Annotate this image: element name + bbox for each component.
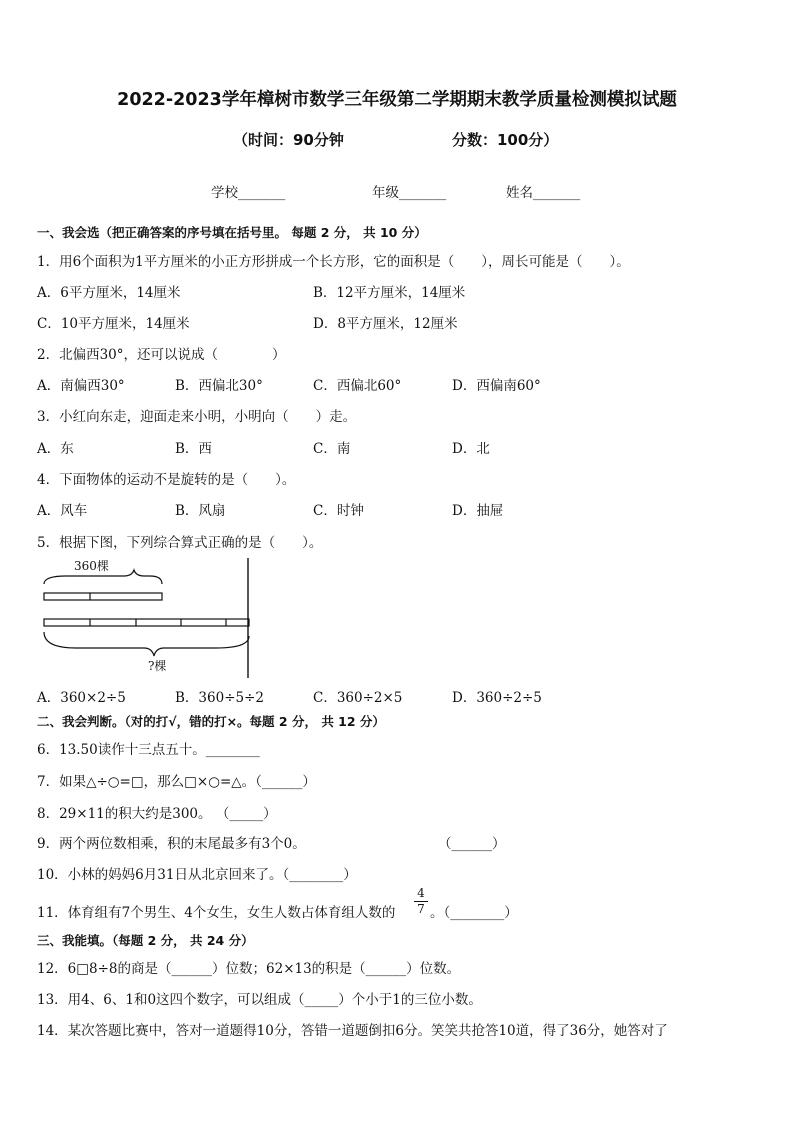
grade-field: 年级_______ xyxy=(372,185,447,201)
option-1c: C．10平方厘米，14厘米 xyxy=(37,316,190,332)
question-8: 8．29×11的积大约是300。 （_____） xyxy=(37,806,277,822)
name-field: 姓名_______ xyxy=(506,185,581,201)
question-13: 13．用4、6、1和0这四个数字，可以组成（_____）个小于1的三位小数。 xyxy=(37,992,482,1008)
option-1d: D．8平方厘米，12厘米 xyxy=(313,316,458,332)
question-9: 9．两个两位数相乘，积的末尾最多有3个0。 xyxy=(37,836,306,852)
question-11: 11．体育组有7个男生、4个女生，女生人数占体育组人数的 xyxy=(37,905,396,921)
section-heading: 二、我会判断。（对的打√，错的打×。每题 2 分， 共 12 分） xyxy=(37,714,385,729)
section-heading: 一、我会选（把正确答案的序号填在括号里。 每题 2 分， 共 10 分） xyxy=(37,225,427,240)
exam-score: 分数：100分） xyxy=(452,131,559,149)
option-2a: A．南偏西30° xyxy=(37,378,125,394)
option-3c: C．南 xyxy=(313,441,351,457)
option-2b: B．西偏北30° xyxy=(175,378,263,394)
option-4b: B．风扇 xyxy=(175,503,226,519)
fraction-denominator: 7 xyxy=(417,902,425,916)
option-5b: B．360÷5÷2 xyxy=(175,690,264,706)
question-2: 2．北偏西30°，还可以说成（ ） xyxy=(37,347,286,363)
fraction xyxy=(414,887,428,916)
school-field: 学校_______ xyxy=(211,185,286,201)
option-4c: C．时钟 xyxy=(313,503,364,519)
exam-time: （时间：90分钟 xyxy=(233,131,344,149)
option-5d: D．360÷2÷5 xyxy=(452,690,542,706)
option-5a: A．360×2÷5 xyxy=(37,690,126,706)
exam-title: 2022-2023学年樟树市数学三年级第二学期期末教学质量检测模拟试题 xyxy=(117,90,677,110)
question-12: 12．6□8÷8的商是（______）位数；62×13的积是（______）位数。 xyxy=(37,961,461,977)
question-4: 4．下面物体的运动不是旋转的是（ ）。 xyxy=(37,472,296,488)
option-2c: C．西偏北60° xyxy=(313,378,402,394)
question-7: 7．如果△÷○=□，那么□×○=△。（______） xyxy=(37,774,316,790)
question-1: 1．用6个面积为1平方厘米的小正方形拼成一个长方形，它的面积是（ ），周长可能是（ ）。 xyxy=(37,254,630,270)
option-4d: D．抽屉 xyxy=(452,503,504,519)
option-2d: D．西偏南60° xyxy=(452,378,541,394)
option-5c: C．360÷2×5 xyxy=(313,690,403,706)
option-3d: D．北 xyxy=(452,441,490,457)
bottom-brace xyxy=(44,632,249,656)
option-3b: B．西 xyxy=(175,441,212,457)
option-3a: A．东 xyxy=(37,441,74,457)
section-heading: 三、我能填。（每题 2 分， 共 24 分） xyxy=(37,933,254,948)
short-bar xyxy=(44,593,162,600)
option-4a: A．风车 xyxy=(37,503,88,519)
segment-diagram xyxy=(36,556,256,680)
answer-blank: （______） xyxy=(438,836,506,852)
option-1a: A．6平方厘米，14厘米 xyxy=(37,285,181,301)
diagram-label-bottom: ?棵 xyxy=(148,659,167,673)
diagram-label-top: 360棵 xyxy=(74,559,109,573)
long-bar xyxy=(44,619,249,626)
question-5: 5．根据下图，下列综合算式正确的是（ ）。 xyxy=(37,535,323,551)
question-3: 3．小红向东走，迎面走来小明，小明向（ ）走。 xyxy=(37,409,357,425)
question-14: 14．某次答题比赛中，答对一道题得10分，答错一道题倒扣6分。笑笑共抢答10道，得了36分，她答对了 xyxy=(37,1023,668,1039)
fraction-numerator: 4 xyxy=(417,886,425,900)
option-1b: B．12平方厘米，14厘米 xyxy=(313,285,466,301)
question-10: 10．小林的妈妈6月31日从北京回来了。（________） xyxy=(37,867,357,883)
answer-blank: 。（________） xyxy=(430,905,518,921)
question-6: 6．13.50读作十三点五十。________ xyxy=(37,742,260,758)
